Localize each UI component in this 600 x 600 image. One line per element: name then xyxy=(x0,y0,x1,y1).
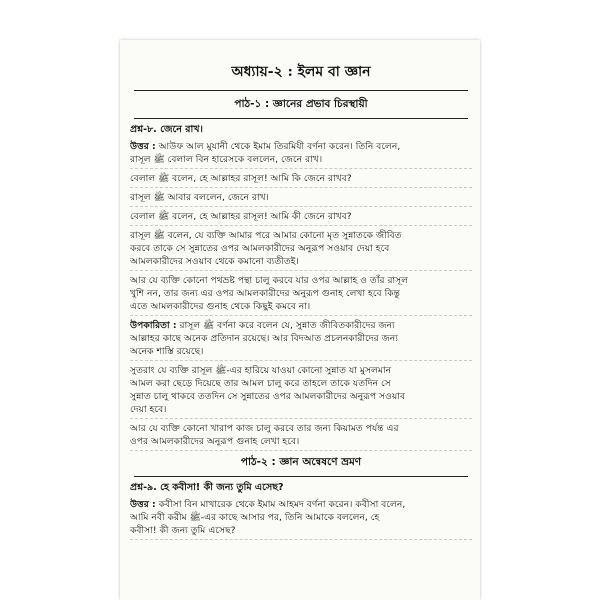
text-line: সুতরাং যে ব্যক্তি রাসূল ﷺ-এর হারিয়ে যাওয়া কোনো সুন্নাত যা মুসলমান xyxy=(130,365,392,376)
text-line: আর যে ব্যক্তি কোনো পথভ্রষ্ট পন্থা চালু করবে যার ওপর আল্লাহ ও তাঁর রাসূল xyxy=(130,275,409,286)
paragraph xyxy=(130,172,472,188)
chapter-title: অধ্যায়-২ : ইলম বা জ্ঞান xyxy=(134,60,468,91)
answer-paragraph xyxy=(130,498,472,540)
question-8: প্রশ্ন-৮. জেনে রাখ। xyxy=(130,124,203,135)
text-line: ওপর আমলকারীদের অনুরূপ গুনাহ লেখা হবে। xyxy=(130,436,300,447)
text-line: সুন্নাত চালু থাকবে ততদিন সে সুন্নাতের ওপর আমলকারীদের অনুরূপ সওয়াব xyxy=(130,391,406,402)
text-line: রাসূল ﷺ আবার বললেন, জেনে রাখ। xyxy=(130,192,269,203)
text-line: অনেক শাস্তি রয়েছে। xyxy=(130,346,204,357)
benefit-label: উপকারিতা : xyxy=(130,320,177,331)
book-page xyxy=(120,40,480,600)
benefit-paragraph xyxy=(130,319,472,361)
text-line: আর যে ব্যক্তি কোনো খারাপ কাজ চালু করবে তার জন্য কিয়ামত পর্যন্ত এর xyxy=(130,423,399,434)
text-line: এতে আমলকারীদের গুনাহ থেকে কিছুই কমবে না। xyxy=(130,301,311,312)
text-line: আমি নবী করীম ﷺ-এর কাছে আসার পর, তিনি আমাকে বললেন, হে xyxy=(130,512,380,523)
question-9: প্রশ্ন-৯. হে কবীসা! কী জন্য তুমি এসেছ? xyxy=(130,482,284,493)
text-line: আউফ আল মুযানী থেকে ইমাম তিরমিযী বর্ণনা করেন। তিনি বলেন, xyxy=(158,141,401,152)
text-line: আমলকারীদের সওয়াব থেকে কমানো ব্যতীতই। xyxy=(130,256,299,267)
text-line: আল্লাহর কাছে অনেক প্রতিদান রয়েছে। আর বিদআত প্রচলনকারীদের জন্য xyxy=(130,333,398,344)
text-line: রাসূল ﷺ বর্ণনা করে বলেন যে, সুন্নাত জীবিতকারীদের জন্য xyxy=(179,320,395,331)
paragraph xyxy=(130,210,472,226)
paragraph xyxy=(130,364,472,419)
lesson-2-title: পাঠ-২ : জ্ঞান অন্বেষণে ভ্রমণ xyxy=(134,455,468,477)
text-line: আমল করা ছেড়ে দিয়েছে তার আমল চালু করে তাহলে তাকে যতদিন সে xyxy=(130,378,391,389)
text-line: বেলাল ﷺ বলেন, হে আল্লাহর রাসূল! আমি কি জেনে রাখব? xyxy=(130,173,352,184)
text-line xyxy=(130,498,472,511)
text-line: বেলাল ﷺ বলেন, হে আল্লাহর রাসূল! আমি কী জেনে রাখব? xyxy=(130,211,352,222)
paragraph xyxy=(130,422,472,451)
text-line: রাসূল ﷺ বলেন, যে ব্যক্তি আমার পরে আমার কোনো মৃত সুন্নাতকে জীবিত xyxy=(130,230,402,241)
text-line xyxy=(130,140,472,153)
text-line: কবীসা! কী জন্য তুমি এসেছ? xyxy=(130,525,236,536)
answer-paragraph xyxy=(130,140,472,169)
text-line: রাসূল ﷺ বেলাল বিন হারেসকে বললেন, জেনে রাখ। xyxy=(130,154,323,165)
answer-label: উত্তর : xyxy=(130,499,156,510)
text-line: কবীসা বিন মাখারেক থেকে ইমাম আহমদ বর্ণনা করেন। কবীসা বলেন, xyxy=(158,499,406,510)
text-line: করবে তাকে সে সুন্নাতের ওপর আমলকারীদের অনুরূপ সওয়াব দেয়া হবে xyxy=(130,243,390,254)
paragraph xyxy=(130,229,472,271)
lesson-1-title: পাঠ-১ : জ্ঞানের প্রভাব চিরস্থায়ী xyxy=(134,97,468,119)
paragraph xyxy=(130,191,472,207)
text-line xyxy=(130,319,472,332)
answer-label: উত্তর : xyxy=(130,141,156,152)
text-line: খুশি নন, তার জন্য এর ওপর আমলকারীদের অনুরূপ গুনাহ লেখা হবে কিন্তু xyxy=(130,288,400,299)
text-line: দেয়া হবে। xyxy=(130,404,167,415)
paragraph xyxy=(130,274,472,316)
